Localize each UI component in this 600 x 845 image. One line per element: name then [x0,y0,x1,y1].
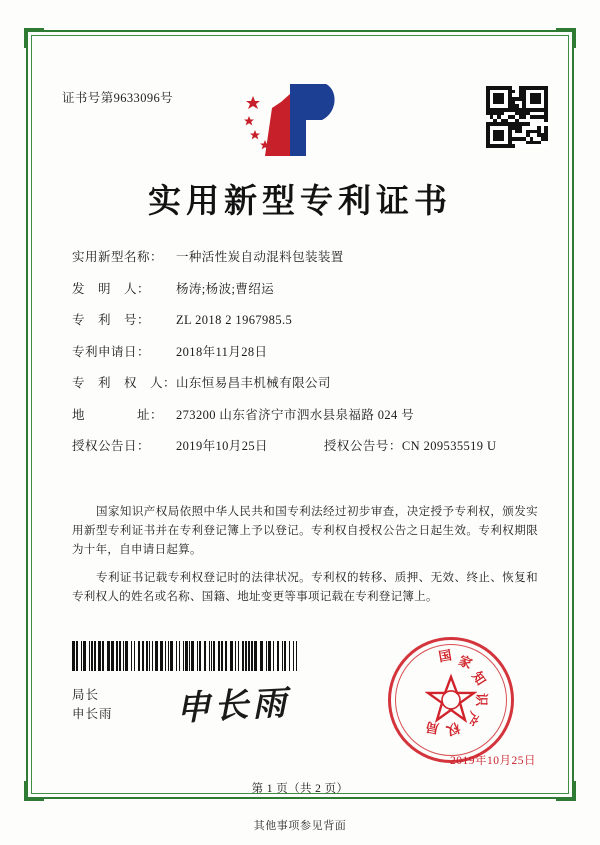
legal-paragraph-1: 国家知识产权局依照中华人民共和国专利法经过初步审查，决定授予专利权，颁发实用新型专利证书并在专利登记簿上予以登记。专利权自授权公告之日起生效。专利权期限为十年，自申请日起算。 [72,506,538,556]
field-label: 发 明 人： [72,281,151,296]
handwritten-signature: 申长雨 [175,683,292,729]
field-label: 专利申请日： [72,344,151,359]
signature-block [72,686,113,724]
field-label: 专 利 号： [72,313,151,327]
corner-ornament-top-left [24,28,44,48]
grant-number-label: 授权公告号： [323,439,402,453]
field-row-application-date [72,343,540,361]
corner-ornament-top-right [556,28,576,48]
field-label: 地 址： [72,407,164,422]
field-label: 实用新型名称： [72,250,164,264]
five-point-star-icon [425,673,477,725]
field-value: 一种活性炭自动混料包装装置 [176,250,344,264]
field-row-patent-number [72,311,540,329]
field-value: 杨涛;杨波;曹绍运 [176,281,275,296]
footer-note: 其他事项参见背面 [253,820,347,832]
field-row-address [72,406,540,424]
patent-office-logo-icon [243,78,353,164]
field-row-inventors [72,280,540,298]
page-number: 第 1 页（共 2 页） [251,783,349,795]
field-row-patentee [72,374,540,392]
qr-code-icon [486,86,548,148]
field-value: 273200 山东省济宁市泗水县泉福路 024 号 [176,407,415,422]
certificate-number: 证书号第9633096号 [62,91,174,105]
seal-text: 国 家 知 识 产 权 局 [424,648,489,738]
grant-date-label: 授权公告日： [72,439,151,453]
legal-paragraph-2: 专利证书记载专利权登记时的法律状况。专利权的转移、质押、无效、终止、恢复和专利权人的姓名或名称、国籍、地址变更等事项记载在专利登记簿上。 [72,572,538,603]
field-value: 山东恒易昌丰机械有限公司 [176,376,331,390]
certificate-fields [72,248,540,469]
grant-date-value: 2019年10月25日 [176,439,268,453]
official-seal-icon [388,637,514,763]
legal-text [72,503,538,616]
barcode-icon [72,641,300,671]
signatory-name: 申长雨 [72,707,113,721]
field-row-invention-name [72,248,540,266]
field-value: ZL 2018 2 1967985.5 [176,313,293,327]
field-value: 2018年11月28日 [176,344,268,359]
signatory-title: 局长 [72,688,100,702]
page-title: 实用新型专利证书 [148,181,452,220]
seal-date: 2019年10月25日 [450,755,536,767]
field-row-grant [72,437,540,455]
grant-number-value: CN 209535519 U [401,439,497,453]
field-label: 专 利 权 人： [72,376,177,390]
